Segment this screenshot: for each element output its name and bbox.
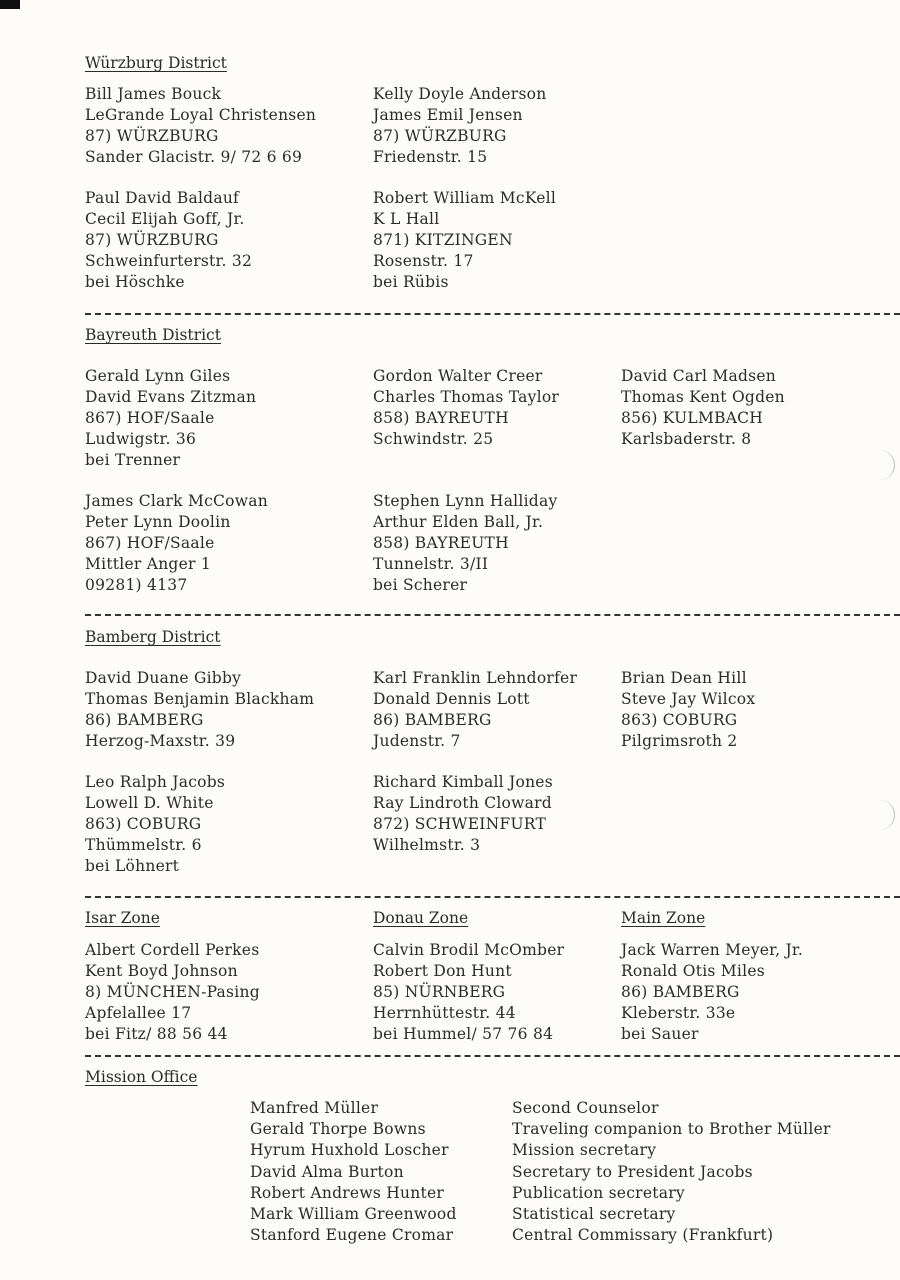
missionary-name: Thomas Benjamin Blackham — [85, 690, 315, 708]
address-block — [373, 366, 559, 450]
missionary-name: Albert Cordell Perkes — [85, 941, 260, 959]
staff-role: Secretary to President Jacobs — [512, 1162, 753, 1181]
address-block — [373, 491, 557, 596]
missionary-name: Stephen Lynn Halliday — [373, 492, 558, 510]
mission-office-list — [250, 1098, 892, 1246]
punch-hole-mark — [868, 450, 895, 480]
staff-name: Manfred Müller — [250, 1099, 379, 1117]
address-block — [373, 84, 546, 168]
city: 86) BAMBERG — [373, 711, 492, 729]
street-address: Schwindstr. 25 — [373, 430, 494, 448]
isar-zone-heading: Isar Zone — [85, 909, 160, 927]
missionary-name: Ray Lindroth Cloward — [373, 794, 552, 812]
missionary-name: Brian Dean Hill — [621, 669, 747, 687]
street-address: Rosenstr. 17 — [373, 252, 474, 270]
city: 856) KULMBACH — [621, 409, 764, 427]
staff-role: Statistical secretary — [512, 1204, 676, 1223]
missionary-name: Steve Jay Wilcox — [621, 690, 756, 708]
missionary-name: Kent Boyd Johnson — [85, 962, 238, 980]
street-address: Kleberstr. 33e — [621, 1004, 736, 1022]
address-block — [621, 366, 785, 450]
missionary-name: Calvin Brodil McOmber — [373, 941, 565, 959]
street-address: Schweinfurterstr. 32 — [85, 252, 253, 270]
address-block — [373, 940, 564, 1045]
missionary-name: Robert William McKell — [373, 189, 557, 207]
missionary-name: Cecil Elijah Goff, Jr. — [85, 210, 245, 228]
street-address: Herrnhüttestr. 44 — [373, 1004, 516, 1022]
missionary-name: Charles Thomas Taylor — [373, 388, 560, 406]
missionary-name: Gordon Walter Creer — [373, 367, 543, 385]
bamberg-district-heading: Bamberg District — [85, 628, 221, 646]
staff-name: Gerald Thorpe Bowns — [250, 1120, 426, 1139]
lodging-note: bei Sauer — [621, 1025, 699, 1043]
missionary-name: Kelly Doyle Anderson — [373, 85, 547, 103]
missionary-name: James Emil Jensen — [373, 106, 523, 124]
lodging-note: bei Fitz/ 88 56 44 — [85, 1025, 228, 1043]
city: 867) HOF/Saale — [85, 534, 215, 552]
city: 858) BAYREUTH — [373, 409, 509, 427]
lodging-note: bei Höschke — [85, 273, 185, 291]
city: 858) BAYREUTH — [373, 534, 509, 552]
city: 87) WÜRZBURG — [85, 231, 219, 249]
staff-role: Traveling companion to Brother Müller — [512, 1120, 831, 1139]
staff-role: Second Counselor — [512, 1099, 659, 1117]
street-address: Sander Glacistr. 9/ 72 6 69 — [85, 148, 303, 166]
scan-corner-mark — [0, 0, 20, 9]
phone-number: 09281) 4137 — [85, 576, 188, 594]
staff-name: Mark William Greenwood — [250, 1204, 457, 1223]
staff-name: Robert Andrews Hunter — [250, 1183, 445, 1202]
lodging-note: bei Scherer — [373, 576, 468, 594]
street-address: Karlsbaderstr. 8 — [621, 430, 752, 448]
missionary-name: David Carl Madsen — [621, 367, 777, 385]
missionary-name: Richard Kimball Jones — [373, 773, 553, 791]
street-address: Friedenstr. 15 — [373, 148, 488, 166]
missionary-name: Peter Lynn Doolin — [85, 513, 231, 531]
missionary-name: Ronald Otis Miles — [621, 962, 765, 980]
city: 86) BAMBERG — [85, 711, 204, 729]
missionary-name: Karl Franklin Lehndorfer — [373, 669, 578, 687]
missionary-name: Donald Dennis Lott — [373, 690, 530, 708]
address-block — [621, 668, 755, 752]
street-address: Tunnelstr. 3/II — [373, 555, 489, 573]
city: 86) BAMBERG — [621, 983, 740, 1001]
address-block — [373, 668, 577, 752]
city: 872) SCHWEINFURT — [373, 815, 547, 833]
city: 87) WÜRZBURG — [373, 127, 507, 145]
city: 8) MÜNCHEN-Pasing — [85, 983, 260, 1001]
street-address: Pilgrimsroth 2 — [621, 732, 738, 750]
city: 871) KITZINGEN — [373, 231, 513, 249]
missionary-name: LeGrande Loyal Christensen — [85, 106, 317, 124]
address-block — [85, 366, 256, 471]
staff-role: Central Commissary (Frankfurt) — [512, 1226, 774, 1245]
address-block — [85, 188, 252, 293]
missionary-name: Thomas Kent Ogden — [621, 388, 785, 406]
staff-role: Publication secretary — [512, 1183, 685, 1202]
missionary-name: Paul David Baldauf — [85, 189, 240, 207]
address-block — [85, 84, 316, 168]
missionary-name: Lowell D. White — [85, 794, 214, 812]
missionary-name: Bill James Bouck — [85, 85, 222, 103]
city: 863) COBURG — [85, 815, 202, 833]
missionary-name: Leo Ralph Jacobs — [85, 773, 226, 791]
city: 863) COBURG — [621, 711, 738, 729]
street-address: Judenstr. 7 — [373, 732, 461, 750]
lodging-note: bei Trenner — [85, 451, 181, 469]
missionary-name: David Duane Gibby — [85, 669, 242, 687]
street-address: Ludwigstr. 36 — [85, 430, 197, 448]
staff-name: Hyrum Huxhold Loscher — [250, 1141, 449, 1160]
address-block — [85, 491, 268, 596]
address-block — [85, 772, 225, 877]
dashed-separator — [85, 614, 900, 616]
lodging-note: bei Rübis — [373, 273, 449, 291]
donau-zone-heading: Donau Zone — [373, 909, 469, 927]
dashed-separator — [85, 313, 900, 315]
dashed-separator — [85, 896, 900, 898]
city: 87) WÜRZBURG — [85, 127, 219, 145]
address-block — [85, 940, 260, 1045]
street-address: Apfelallee 17 — [85, 1004, 192, 1022]
wurzburg-district-heading: Würzburg District — [85, 54, 227, 72]
staff-role: Mission secretary — [512, 1141, 657, 1160]
address-block — [85, 668, 314, 752]
missionary-name: Jack Warren Meyer, Jr. — [621, 941, 804, 959]
street-address: Herzog-Maxstr. 39 — [85, 732, 236, 750]
lodging-note: bei Hummel/ 57 76 84 — [373, 1025, 554, 1043]
missionary-name: Arthur Elden Ball, Jr. — [373, 513, 544, 531]
punch-hole-mark — [868, 800, 895, 830]
missionary-name: Gerald Lynn Giles — [85, 367, 231, 385]
street-address: Wilhelmstr. 3 — [373, 836, 481, 854]
lodging-note: bei Löhnert — [85, 857, 180, 875]
address-block — [621, 940, 803, 1045]
missionary-name: Robert Don Hunt — [373, 962, 512, 980]
missionary-name: K L Hall — [373, 210, 440, 228]
dashed-separator — [85, 1055, 900, 1057]
address-block — [373, 772, 553, 856]
missionary-name: David Evans Zitzman — [85, 388, 257, 406]
mission-office-heading: Mission Office — [85, 1068, 198, 1086]
staff-name: Stanford Eugene Cromar — [250, 1226, 454, 1245]
staff-name: David Alma Burton — [250, 1162, 404, 1181]
main-zone-heading: Main Zone — [621, 909, 706, 927]
missionary-name: James Clark McCowan — [85, 492, 268, 510]
street-address: Thümmelstr. 6 — [85, 836, 202, 854]
address-block — [373, 188, 556, 293]
city: 867) HOF/Saale — [85, 409, 215, 427]
street-address: Mittler Anger 1 — [85, 555, 211, 573]
bayreuth-district-heading: Bayreuth District — [85, 326, 221, 344]
city: 85) NÜRNBERG — [373, 983, 506, 1001]
